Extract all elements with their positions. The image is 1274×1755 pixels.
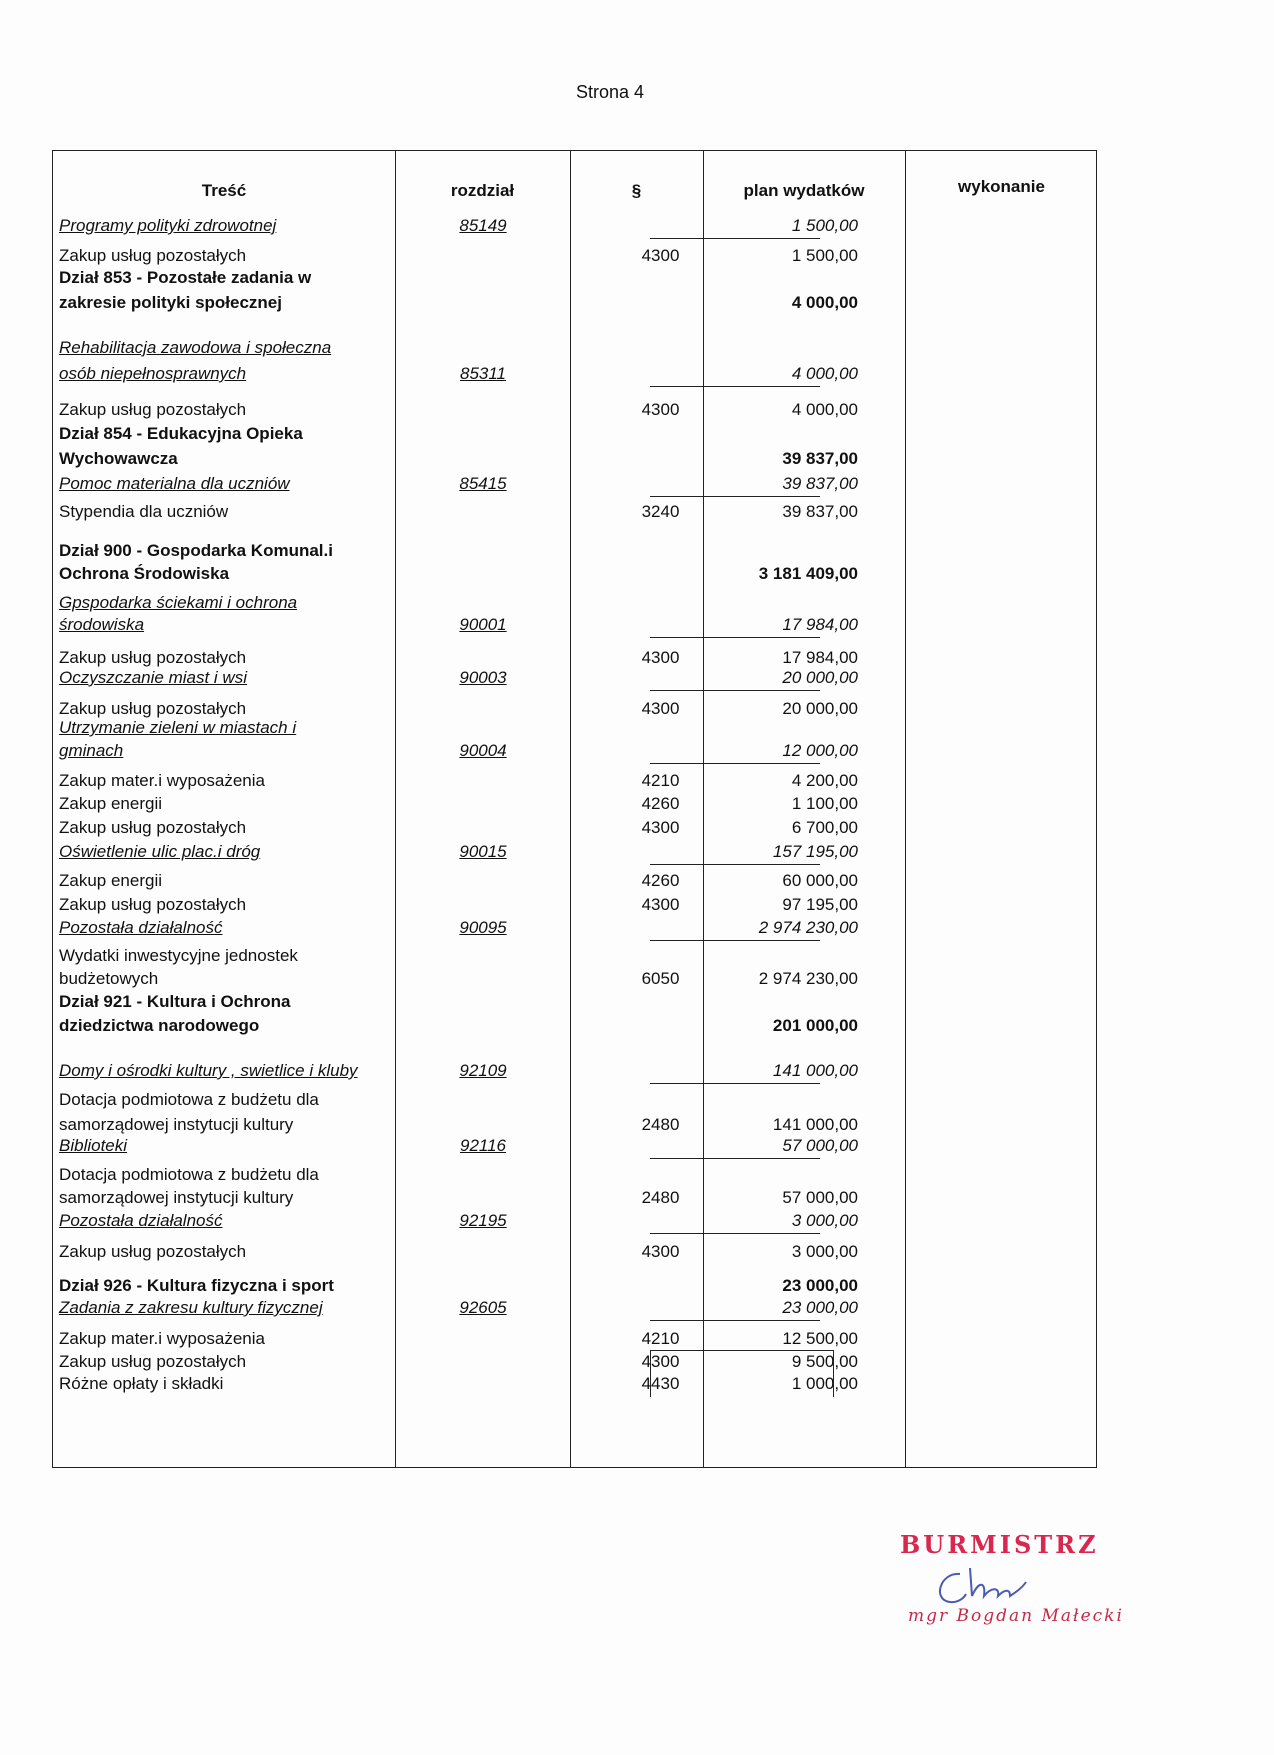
table-row [53,336,1098,360]
table-row [53,613,1098,637]
final-amount-box [650,1350,834,1397]
row-description: Oczyszczanie miast i wsi [59,668,247,687]
subtotal-rule [650,864,820,865]
table-row [53,266,1098,290]
header-paragraf: § [631,181,642,200]
row-plan-amount: 3 000,00 [791,1242,858,1261]
table-row [53,990,1098,1014]
row-paragraf: 4300 [641,400,680,419]
signature-stamp [900,1530,1140,1640]
table-row [53,1327,1098,1351]
row-plan-amount: 141 000,00 [772,1061,858,1080]
row-description: samorządowej instytucji kultury [59,1115,294,1134]
row-rozdzial: 90004 [459,741,507,760]
subtotal-rule [650,940,820,941]
row-description: gminach [59,741,124,760]
row-plan-amount: 12 500,00 [782,1329,858,1348]
row-rozdzial: 92109 [459,1061,507,1080]
table-row [53,792,1098,816]
table-row [53,769,1098,793]
table-row [53,562,1098,586]
row-plan-amount: 6 700,00 [791,818,858,837]
row-plan-amount: 39 837,00 [782,449,858,468]
table-row [53,1059,1098,1083]
row-plan-amount: 1 500,00 [791,216,858,235]
table-row [53,362,1098,386]
row-description: Zakup usług pozostałych [59,895,247,914]
table-row [53,398,1098,422]
row-paragraf: 4210 [641,1329,680,1348]
row-plan-amount: 1 500,00 [791,246,858,265]
row-description: Zakup usług pozostałych [59,699,247,718]
row-paragraf: 4300 [641,699,680,718]
row-paragraf: 2480 [641,1115,680,1134]
subtotal-rule [650,238,820,239]
row-description: Zakup usług pozostałych [59,400,247,419]
row-description: Rehabilitacja zawodowa i społeczna [59,338,332,357]
row-description: Wydatki inwestycyjne jednostek [59,946,298,965]
row-paragraf: 4300 [641,1352,680,1371]
row-paragraf: 6050 [641,969,680,988]
subtotal-rule [650,496,820,497]
row-description: Domy i ośrodki kultury , swietlice i kluby [59,1061,358,1080]
table-row [53,869,1098,893]
header-plan: plan wydatków [743,181,865,200]
row-paragraf: 3240 [641,502,680,521]
table-row [53,1296,1098,1320]
table-row [53,739,1098,763]
row-paragraf: 2480 [641,1188,680,1207]
row-plan-amount: 2 974 230,00 [758,969,858,988]
table-row [53,591,1098,615]
row-description: Dział 854 - Edukacyjna Opieka [59,424,303,443]
table-row [53,1088,1098,1112]
row-rozdzial: 92605 [459,1298,507,1317]
row-plan-amount: 1 100,00 [791,794,858,813]
expenditure-table [52,150,1097,1468]
row-description: Dział 900 - Gospodarka Komunal.i [59,541,333,560]
table-row [53,539,1098,563]
row-plan-amount: 4 000,00 [791,364,858,383]
row-description: Dział 926 - Kultura fizyczna i sport [59,1276,334,1295]
table-row [53,967,1098,991]
row-description: Biblioteki [59,1136,128,1155]
row-description: zakresie polityki społecznej [59,293,282,312]
table-row [53,1014,1098,1038]
row-plan-amount: 39 837,00 [782,502,858,521]
row-plan-amount: 1 000,00 [791,1374,858,1393]
row-plan-amount: 3 181 409,00 [758,564,858,583]
row-description: Pozostała działalność [59,1211,223,1230]
row-paragraf: 4300 [641,246,680,265]
row-plan-amount: 23 000,00 [782,1276,858,1295]
row-rozdzial: 92195 [459,1211,507,1230]
table-row [53,840,1098,864]
row-rozdzial: 90001 [459,615,507,634]
row-description: Wychowawcza [59,449,178,468]
row-paragraf: 4300 [641,895,680,914]
row-paragraf: 4300 [641,1242,680,1261]
row-paragraf: 4210 [641,771,680,790]
row-description: Zakup mater.i wyposażenia [59,1329,265,1348]
row-rozdzial: 90015 [459,842,507,861]
row-description: Zakup energii [59,794,163,813]
row-rozdzial: 92116 [459,1136,506,1155]
row-paragraf: 4260 [641,871,680,890]
row-description: Zakup mater.i wyposażenia [59,771,265,790]
subtotal-rule [650,763,820,764]
header-wykonanie: wykonanie [958,177,1045,196]
row-plan-amount: 39 837,00 [782,474,858,493]
row-description: Dotacja podmiotowa z budżetu dla [59,1165,319,1184]
row-description: Stypendia dla uczniów [59,502,229,521]
row-rozdzial: 85415 [459,474,507,493]
row-rozdzial: 90003 [459,668,507,687]
table-row [53,1163,1098,1187]
handwritten-signature [920,1552,1070,1612]
row-description: Oświetlenie ulic plac.i dróg [59,842,261,861]
table-row [53,447,1098,471]
subtotal-rule [650,386,820,387]
table-row [53,944,1098,968]
row-plan-amount: 60 000,00 [782,871,858,890]
stamp-name: mgr Bogdan Małecki [908,1606,1124,1626]
subtotal-rule [650,637,820,638]
row-plan-amount: 17 984,00 [782,648,858,667]
table-row [53,291,1098,315]
table-row [53,916,1098,940]
row-description: Różne opłaty i składki [59,1374,224,1393]
row-paragraf: 4430 [641,1374,680,1393]
stamp-title: BURMISTRZ [900,1530,1099,1559]
subtotal-rule [650,1158,820,1159]
row-plan-amount: 20 000,00 [782,668,858,687]
row-plan-amount: 9 500,00 [791,1352,858,1371]
row-plan-amount: 4 000,00 [791,400,858,419]
subtotal-rule [650,690,820,691]
row-description: osób niepełnosprawnych [59,364,247,383]
row-description: Zakup energii [59,871,163,890]
table-row [53,472,1098,496]
row-plan-amount: 4 000,00 [791,293,858,312]
row-plan-amount: 57 000,00 [782,1188,858,1207]
row-plan-amount: 201 000,00 [772,1016,858,1035]
row-rozdzial: 85311 [459,364,506,383]
table-row [53,1372,1098,1396]
row-description: Zakup usług pozostałych [59,1352,247,1371]
row-plan-amount: 20 000,00 [782,699,858,718]
row-description: środowiska [59,615,145,634]
table-row [53,1240,1098,1264]
row-paragraf: 4260 [641,794,680,813]
row-plan-amount: 97 195,00 [782,895,858,914]
row-description: Programy polityki zdrowotnej [59,216,277,235]
header-rozdzial: rozdział [450,181,515,200]
table-row [53,500,1098,524]
row-plan-amount: 3 000,00 [791,1211,858,1230]
subtotal-rule [650,1083,820,1084]
table-row [53,816,1098,840]
page-title: Strona 4 [575,82,645,102]
row-description: samorządowej instytucji kultury [59,1188,294,1207]
table-row [53,1186,1098,1210]
row-description: Zakup usług pozostałych [59,648,247,667]
row-rozdzial: 85149 [459,216,507,235]
table-row [53,716,1098,740]
row-plan-amount: 2 974 230,00 [758,918,858,937]
row-description: Dział 853 - Pozostałe zadania w [59,268,312,287]
row-description: Dotacja podmiotowa z budżetu dla [59,1090,319,1109]
header-desc: Treść [201,181,247,200]
row-description: dziedzictwa narodowego [59,1016,260,1035]
row-paragraf: 4300 [641,648,680,667]
table-row [53,893,1098,917]
table-row [53,244,1098,268]
row-description: Pomoc materialna dla uczniów [59,474,290,493]
row-description: Zakup usług pozostałych [59,818,247,837]
row-plan-amount: 12 000,00 [782,741,858,760]
row-description: Pozostała działalność [59,918,223,937]
row-description: Dział 921 - Kultura i Ochrona [59,992,291,1011]
row-plan-amount: 23 000,00 [782,1298,858,1317]
row-description: Utrzymanie zieleni w miastach i [59,718,297,737]
table-row [53,1209,1098,1233]
table-row [53,1350,1098,1374]
row-plan-amount: 4 200,00 [791,771,858,790]
subtotal-rule [650,1320,820,1321]
row-plan-amount: 141 000,00 [772,1115,858,1134]
row-plan-amount: 157 195,00 [772,842,858,861]
table-row [53,666,1098,690]
row-description: budżetowych [59,969,159,988]
table-row [53,1134,1098,1158]
table-row [53,422,1098,446]
row-description: Zakup usług pozostałych [59,1242,247,1261]
row-description: Zadania z zakresu kultury fizycznej [59,1298,323,1317]
subtotal-rule [650,1233,820,1234]
row-plan-amount: 17 984,00 [782,615,858,634]
row-paragraf: 4300 [641,818,680,837]
row-description: Gpspodarka ściekami i ochrona [59,593,298,612]
table-row [53,214,1098,238]
row-plan-amount: 57 000,00 [782,1136,858,1155]
row-rozdzial: 90095 [459,918,507,937]
row-description: Ochrona Środowiska [59,564,230,583]
row-description: Zakup usług pozostałych [59,246,247,265]
table-row [53,1274,1098,1298]
